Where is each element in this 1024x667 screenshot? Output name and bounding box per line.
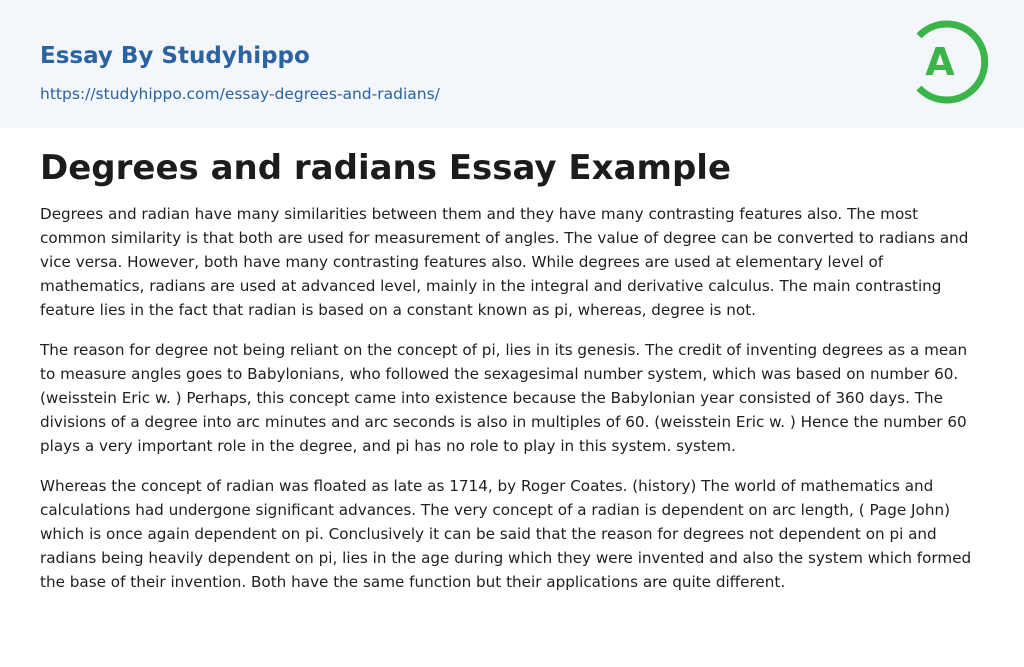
logo-letter: A — [925, 40, 955, 84]
page-url-link[interactable]: https://studyhippo.com/essay-degrees-and-radians/ — [40, 85, 440, 103]
article — [40, 146, 984, 594]
article-title: Degrees and radians Essay Example — [40, 148, 732, 188]
site-header — [0, 0, 1024, 128]
article-paragraph-3: Whereas the concept of radian was floated as late as 1714, by Roger Coates. (history) The world of mathematics and calculations had undergone significant advances. The very concept of a radian is dependent on arc length, ( Page John) which is once again dependent on pi. Conclusively it can be said that the reason for degrees not dependent on pi and radians being heavily dependent on pi, lies in the age during which they were invented and also the system which formed the base of their invention. Both have the same function but their applications are quite different. — [40, 477, 972, 591]
article-paragraph-1: Degrees and radian have many similarities between them and they have many contrasting features also. The most common similarity is that both are used for measurement of angles. The value of degree can be converted to radians and vice versa. However, both have many contrasting features also. While degrees are used at elementary level of mathematics, radians are used at advanced level, mainly in the integral and derivative calculus. The main contrasting feature lies in the fact that radian is based on a constant known as pi, whereas, degree is not. — [40, 205, 969, 319]
studyhippo-logo-icon[interactable] — [906, 18, 992, 106]
site-brand[interactable]: Essay By Studyhippo — [40, 43, 310, 69]
article-paragraph-2: The reason for degree not being reliant on the concept of pi, lies in its genesis. The credit of inventing degrees as a mean to measure angles goes to Babylonians, who followed the sexagesimal number system, which was based on number 60. (weisstein Eric w. ) Perhaps, this concept came into existence because the Babylonian year consisted of 360 days. The divisions of a degree into arc minutes and arc seconds is also in multiples of 60. (weisstein Eric w. ) Hence the number 60 plays a very important role in the degree, and pi has no role to play in this system. system. — [40, 341, 968, 455]
